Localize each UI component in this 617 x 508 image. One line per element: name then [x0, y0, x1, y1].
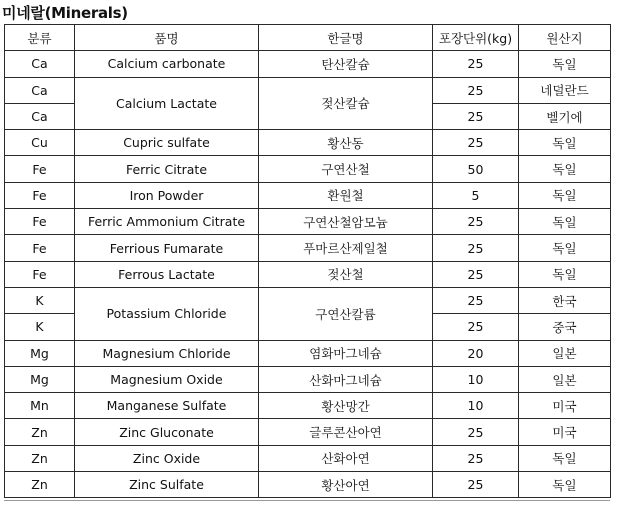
cell-product-name: Cupric sulfate	[75, 130, 259, 156]
cell-package-unit: 25	[433, 77, 519, 103]
cell-product-name: Magnesium Chloride	[75, 340, 259, 366]
cell-origin: 독일	[519, 472, 611, 498]
cell-category: K	[5, 314, 75, 340]
cell-category: Mn	[5, 393, 75, 419]
minerals-table	[4, 24, 611, 498]
cell-product-name: Ferrous Lactate	[75, 261, 259, 287]
cell-origin: 독일	[519, 156, 611, 182]
cell-package-unit: 20	[433, 340, 519, 366]
cell-product-name: Zinc Oxide	[75, 445, 259, 471]
table-row	[5, 261, 611, 287]
cell-package-unit: 25	[433, 287, 519, 313]
cell-korean-name: 젖산철	[259, 261, 433, 287]
divider	[4, 500, 610, 501]
cell-origin: 독일	[519, 235, 611, 261]
cell-product-name: Zinc Gluconate	[75, 419, 259, 445]
cell-package-unit: 25	[433, 235, 519, 261]
cell-korean-name: 황산아연	[259, 472, 433, 498]
cell-origin: 벨기에	[519, 103, 611, 129]
cell-product-name: Iron Powder	[75, 182, 259, 208]
cell-korean-name: 황산망간	[259, 393, 433, 419]
cell-korean-name: 산화마그네슘	[259, 366, 433, 392]
cell-product-name: Calcium carbonate	[75, 51, 259, 77]
table-row	[5, 287, 611, 313]
cell-package-unit: 25	[433, 419, 519, 445]
cell-korean-name: 탄산칼슘	[259, 51, 433, 77]
cell-category: Cu	[5, 130, 75, 156]
cell-origin: 일본	[519, 340, 611, 366]
cell-category: Fe	[5, 235, 75, 261]
cell-origin: 독일	[519, 51, 611, 77]
cell-package-unit: 10	[433, 366, 519, 392]
table-row	[5, 419, 611, 445]
cell-category: Fe	[5, 209, 75, 235]
cell-category: Mg	[5, 366, 75, 392]
cell-package-unit: 25	[433, 445, 519, 471]
cell-package-unit: 5	[433, 182, 519, 208]
table-row	[5, 445, 611, 471]
cell-product-name: Zinc Sulfate	[75, 472, 259, 498]
cell-category: Ca	[5, 77, 75, 103]
cell-origin: 독일	[519, 130, 611, 156]
cell-korean-name: 염화마그네슘	[259, 340, 433, 366]
cell-origin: 독일	[519, 182, 611, 208]
cell-korean-name: 산화아연	[259, 445, 433, 471]
cell-category: K	[5, 287, 75, 313]
table-row	[5, 235, 611, 261]
cell-origin: 독일	[519, 445, 611, 471]
cell-korean-name: 푸마르산제일철	[259, 235, 433, 261]
cell-category: Zn	[5, 472, 75, 498]
cell-package-unit: 10	[433, 393, 519, 419]
cell-origin: 일본	[519, 366, 611, 392]
cell-package-unit: 50	[433, 156, 519, 182]
cell-product-name: Ferric Ammonium Citrate	[75, 209, 259, 235]
cell-korean-name: 구연산칼륨	[259, 287, 433, 340]
cell-category: Fe	[5, 261, 75, 287]
cell-category: Mg	[5, 340, 75, 366]
cell-category: Fe	[5, 156, 75, 182]
cell-product-name: Manganese Sulfate	[75, 393, 259, 419]
cell-korean-name: 젖산칼슘	[259, 77, 433, 130]
cell-product-name: Ferrious Fumarate	[75, 235, 259, 261]
cell-origin: 한국	[519, 287, 611, 313]
cell-product-name: Potassium Chloride	[75, 287, 259, 340]
cell-category: Zn	[5, 445, 75, 471]
page-title: 미네랄(Minerals)	[2, 4, 128, 22]
cell-origin: 네덜란드	[519, 77, 611, 103]
cell-origin: 중국	[519, 314, 611, 340]
cell-product-name: Magnesium Oxide	[75, 366, 259, 392]
table-row	[5, 366, 611, 392]
cell-korean-name: 환원철	[259, 182, 433, 208]
cell-korean-name: 글루콘산아연	[259, 419, 433, 445]
header-korean-name: 한글명	[259, 25, 433, 51]
cell-package-unit: 25	[433, 51, 519, 77]
cell-package-unit: 25	[433, 472, 519, 498]
table-row	[5, 472, 611, 498]
cell-product-name: Calcium Lactate	[75, 77, 259, 130]
cell-origin: 미국	[519, 419, 611, 445]
header-category: 분류	[5, 25, 75, 51]
cell-origin: 독일	[519, 261, 611, 287]
table-header-row	[5, 25, 611, 51]
cell-category: Zn	[5, 419, 75, 445]
table-row	[5, 340, 611, 366]
header-product-name: 품명	[75, 25, 259, 51]
cell-origin: 독일	[519, 209, 611, 235]
cell-category: Ca	[5, 51, 75, 77]
table-row	[5, 77, 611, 103]
table-row	[5, 130, 611, 156]
table-row	[5, 393, 611, 419]
cell-korean-name: 황산동	[259, 130, 433, 156]
cell-package-unit: 25	[433, 314, 519, 340]
cell-package-unit: 25	[433, 261, 519, 287]
cell-package-unit: 25	[433, 103, 519, 129]
table-row	[5, 51, 611, 77]
cell-category: Fe	[5, 182, 75, 208]
table-row	[5, 182, 611, 208]
cell-korean-name: 구연산철암모늄	[259, 209, 433, 235]
cell-korean-name: 구연산철	[259, 156, 433, 182]
cell-product-name: Ferric Citrate	[75, 156, 259, 182]
header-origin: 원산지	[519, 25, 611, 51]
cell-origin: 미국	[519, 393, 611, 419]
cell-package-unit: 25	[433, 130, 519, 156]
header-package-unit: 포장단위(kg)	[433, 25, 519, 51]
cell-package-unit: 25	[433, 209, 519, 235]
table-row	[5, 156, 611, 182]
table-row	[5, 209, 611, 235]
cell-category: Ca	[5, 103, 75, 129]
